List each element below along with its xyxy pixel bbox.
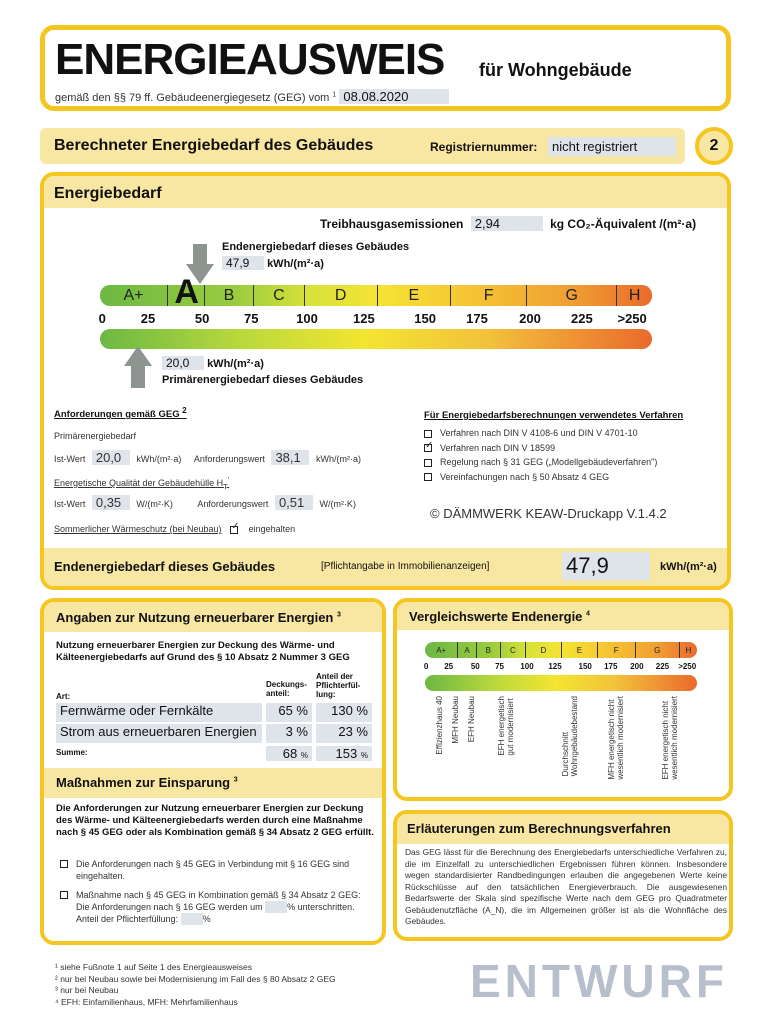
scale-tick: 0	[423, 662, 429, 671]
energy-gradient-bar	[100, 329, 652, 349]
class-segment-C: C	[501, 642, 526, 658]
method-item	[424, 455, 657, 470]
primary-demand-label: Primärenergiebedarf	[54, 431, 137, 441]
footnote: ² nur bei Neubau sowie bei Modernisierung im Fall des § 80 Absatz 2 GEG	[55, 973, 336, 984]
primary-energy-label: Primärenergiebedarf dieses Gebäudes	[162, 374, 364, 386]
ist2-label: Ist-Wert	[54, 499, 86, 509]
method-checkbox[interactable]	[424, 459, 432, 467]
method-checkbox[interactable]	[424, 430, 432, 438]
comparison-label: MFH energetisch nicht wesentlich modernisiert	[607, 696, 625, 780]
footnote: ⁴ EFH: Einfamilienhaus, MFH: Mehrfamilienhaus	[55, 996, 238, 1007]
ist2-unit: W/(m²·K)	[136, 499, 173, 509]
draft-watermark: ENTWURF	[470, 955, 728, 1007]
method-label: Verfahren nach DIN V 18599	[440, 442, 556, 453]
class-segment-E: E	[562, 642, 598, 658]
renewables-row	[56, 703, 376, 722]
comparison-label: Effizienzhaus 40	[435, 696, 444, 755]
document-title: ENERGIEAUSWEIS	[55, 35, 445, 84]
header-box	[40, 25, 731, 111]
comparison-label: MFH Neubau	[451, 696, 460, 744]
end-energy-summary	[44, 548, 727, 586]
req2-label: Anforderungswert	[197, 499, 269, 509]
req-label: Anforderungswert	[193, 454, 265, 464]
summary-label: Endenergiebedarf dieses Gebäudes	[54, 559, 276, 574]
primary-energy-unit: kWh/(m²·a)	[207, 358, 264, 370]
row-art: Strom aus erneuerbaren Energien	[56, 724, 262, 743]
class-segment-G: G	[636, 642, 680, 658]
class-segment-H: H	[685, 645, 692, 655]
method-label: Regelung nach § 31 GEG („Modellgebäudeverfahren")	[440, 457, 658, 467]
scale-tick: 225	[571, 311, 593, 326]
registration-field: nicht registriert	[548, 137, 676, 156]
comparison-label: Durchschnitt Wohngebäudebestand	[561, 696, 579, 777]
scale-tick: 25	[444, 662, 454, 671]
row-art: Fernwärme oder Fernkälte	[56, 703, 262, 722]
method-checkbox[interactable]	[424, 473, 432, 481]
comparison-label: EFH energetisch gut modernisiert	[497, 696, 515, 756]
method-label: Vereinfachungen nach § 50 Absatz 4 GEG	[440, 471, 610, 482]
req2-unit: W/(m²·K)	[319, 499, 356, 509]
document-subtitle: für Wohngebäude	[479, 60, 632, 80]
class-segment-H: H	[628, 286, 641, 304]
renewables-row	[56, 724, 376, 743]
class-segment-D: D	[305, 285, 378, 306]
class-segment-A: A	[458, 642, 476, 658]
scale-tick: 175	[466, 311, 488, 326]
envelope-label: Energetische Qualität der Gebäudehülle $H_T'$	[54, 475, 230, 491]
end-energy-field: 47,9	[222, 256, 264, 270]
page-number-badge: 2	[695, 127, 733, 165]
explanation-text: Das GEG lässt für die Berechnung des Energiebedarfs unterschiedliche Verfahren zu, die im Einzelfall zu unterschiedlichen Ergebnissen führen können. Insbesondere wegen standardisierter Randbedingungen erlauben die angegebenen Werte keine Rückschlüsse auf den tatsächlichen Energieverbrauch. Die ausgewiesenen Bedarfswerte der Skala sind spezifische Werte nach dem GEG pro Quadratmeter Gebäudenutzfläche (A_N), die im Allgemeinen größer ist als die Wohnfläche des Gebäudes.	[405, 847, 727, 926]
comparison-panel	[393, 598, 733, 801]
registration-label: Registriernummer:	[430, 140, 538, 154]
ist-value-field: 20,0	[92, 450, 130, 465]
scale-tick: 125	[548, 662, 562, 671]
ghg-label: Treibhausgasemissionen	[320, 217, 464, 231]
measures-title: Maßnahmen zur Einsparung $^3$	[44, 768, 382, 798]
class-segment-A+: A+	[100, 285, 168, 306]
class-segment-A+: A+	[425, 642, 458, 658]
date-field: 08.08.2020	[339, 89, 449, 104]
explanation-panel	[393, 810, 733, 941]
measures-intro: Die Anforderungen zur Nutzung erneuerbarer Energien zur Deckung des Wärme- und Kälteenergiebedarfs werden durch eine Maßnahme nach § 45 GEG oder als Kombination gemäß § 34 Absatz 2 GEG erfüllt.	[56, 803, 374, 838]
scale-tick: 100	[296, 311, 318, 326]
methods-list	[424, 426, 657, 484]
renewables-intro: Nutzung erneuerbarer Energien zur Deckung des Wärme- und Kälteenergiebedarfs auf Grund des § 10 Absatz 2 Nummer 3 GEG	[56, 640, 350, 663]
summer-protection-value: eingehalten	[248, 524, 296, 534]
measure-option-2-checkbox[interactable]	[60, 891, 68, 899]
renewables-title: Angaben zur Nutzung erneuerbarer Energien $^3$	[44, 602, 382, 632]
scale-tick: 50	[194, 311, 210, 326]
scale-tick: 200	[630, 662, 644, 671]
col-art: Art:	[56, 692, 71, 701]
scale-tick: 50	[470, 662, 480, 671]
requirements-title: Anforderungen gemäß GEG $^2$	[54, 406, 187, 421]
scale-tick: 100	[520, 662, 534, 671]
scale-tick: 150	[578, 662, 592, 671]
section-bar	[40, 128, 685, 164]
class-segment-E: E	[378, 285, 451, 306]
comparison-scale-ticks	[425, 662, 697, 674]
req-value-field: 38,1	[271, 450, 309, 465]
method-item	[424, 426, 657, 441]
method-item	[424, 470, 657, 485]
law-text: gemäß den §§ 79 ff. Gebäudeenergiegesetz (GEG) vom	[55, 92, 330, 104]
ghg-field: 2,94	[471, 216, 543, 231]
class-segment-F: F	[451, 285, 527, 306]
comparison-title: Vergleichswerte Endenergie $^4$	[397, 602, 729, 630]
summary-value-field: 47,9	[562, 552, 650, 580]
fulfilment-field	[181, 913, 203, 925]
comparison-label: EFH Neubau	[467, 696, 476, 743]
sum-fulfil-field: 153 %	[316, 746, 372, 761]
energy-scale-ticks	[100, 311, 652, 327]
scale-tick: 175	[604, 662, 618, 671]
energiebedarf-panel	[40, 172, 731, 590]
col-fulfil: Anteil der Pflichterfül-lung:	[316, 672, 361, 699]
scale-tick: 75	[244, 311, 259, 326]
footnote-mark: 1	[332, 91, 337, 99]
scale-tick: 125	[352, 311, 375, 326]
sum-share-field: 68 %	[266, 746, 312, 761]
summer-protection-label: Sommerlicher Wärmeschutz (bei Neubau)	[54, 524, 222, 534]
footnote: ³ nur bei Neubau	[55, 985, 119, 995]
scale-tick: 225	[655, 662, 670, 671]
primary-energy-field: 20,0	[162, 356, 204, 370]
ist-unit: kWh/(m²·a)	[136, 454, 182, 464]
renewables-panel: Angaben zur Nutzung erneuerbarer Energien $^3$ Nutzung erneuerbarer Energien zur Deckung des Wärme- und Kälteenergiebedarfs auf Grund des § 10 Absatz 2 Nummer 3 GEG Art: Deckungs-anteil: Anteil der Pflichterfül-lung: Fernwärme oder Fernkälte 65 % 130 % Strom aus erneuerbaren Energien 3 % 23 % Summe: 68 % 153 % Maßnahmen zur Einsparung $^3$ Die Anforderungen zur Nutzung erneuerbarer Energien zur Deckung des Wärme- und Kälteenergiebedarfs werden durch eine Maßnahme nach § 45 GEG oder als Kombination gemäß § 34 Absatz 2 GEG erfüllt. Die Anforderungen nach § 45 GEG in Verbindung mit § 16 GEG sind eingehalten. Maßnahme nach § 45 GEG in Kombination gemäß § 34 Absatz 2 GEG: Die Anforderungen nach § 16 GEG werden um % unterschritten. Anteil der Pflichterfüllung: %	[40, 598, 386, 945]
class-segment-B: B	[205, 285, 254, 306]
section-title: Berechneter Energiebedarf des Gebäudes	[54, 137, 374, 154]
comparison-label: EFH energetisch nicht wesentlich modernisiert	[661, 696, 679, 780]
current-class-marker: A	[174, 273, 199, 311]
ghg-unit: kg CO₂-Äquivalent /(m²·a)	[550, 217, 697, 231]
comparison-scale-bar	[425, 642, 697, 658]
summary-note: [Pflichtangabe in Immobilienanzeigen]	[321, 561, 490, 572]
summary-unit: kWh/(m²·a)	[660, 561, 717, 573]
explanation-title: Erläuterungen zum Berechnungsverfahren	[397, 814, 729, 844]
class-segment-G: G	[527, 285, 617, 306]
sum-label: Summe:	[56, 748, 88, 757]
scale-tick: 25	[140, 311, 156, 326]
renewables-table	[56, 703, 376, 745]
scale-tick: 200	[519, 311, 541, 326]
row-fulfil: 130 %	[316, 703, 372, 722]
footnote: ¹ siehe Fußnote 1 auf Seite 1 des Energieausweises	[55, 962, 253, 972]
scale-tick: >250	[617, 311, 647, 326]
class-segment-F: F	[598, 642, 636, 658]
primary-energy-arrow-icon	[124, 346, 152, 388]
scale-tick: >250	[678, 662, 697, 671]
method-item	[424, 441, 657, 456]
energiebedarf-title: Energiebedarf	[44, 176, 727, 208]
ist2-value-field: 0,35	[92, 495, 130, 510]
footnotes	[55, 962, 336, 1008]
measure-option-1-checkbox[interactable]	[60, 860, 68, 868]
req-unit: kWh/(m²·a)	[315, 454, 361, 464]
class-segment-B: B	[477, 642, 501, 658]
scale-tick: 0	[98, 311, 106, 326]
scale-tick: 150	[414, 311, 436, 326]
row-share: 3 %	[266, 724, 312, 743]
req2-value-field: 0,51	[275, 495, 313, 510]
methods-title: Für Energiebedarfsberechnungen verwendetes Verfahren	[424, 410, 684, 421]
class-segment-D: D	[526, 642, 562, 658]
col-share: Deckungs-anteil:	[266, 680, 307, 698]
ist-label: Ist-Wert	[54, 454, 86, 464]
method-checkbox[interactable]	[424, 444, 432, 452]
scale-tick: 75	[495, 662, 504, 671]
end-energy-unit: kWh/(m²·a)	[267, 258, 324, 270]
reduction-field	[265, 901, 287, 913]
measure-option-1-label: Die Anforderungen nach § 45 GEG in Verbindung mit § 16 GEG sind eingehalten.	[76, 859, 350, 881]
end-energy-label: Endenergiebedarf dieses Gebäudes	[222, 241, 410, 253]
row-fulfil: 23 %	[316, 724, 372, 743]
method-label: Verfahren nach DIN V 4108-6 und DIN V 4701-10	[440, 428, 638, 438]
row-share: 65 %	[266, 703, 312, 722]
copyright-watermark: © DÄMMWERK KEAW-Druckapp V.1.4.2	[430, 506, 667, 521]
class-segment-C: C	[254, 285, 305, 306]
measure-option-2-label: Maßnahme nach § 45 GEG in Kombination gemäß § 34 Absatz 2 GEG: Die Anforderungen nach § 16 GEG werden um	[76, 890, 361, 912]
comparison-gradient-bar	[425, 675, 697, 691]
summer-protection-checkbox[interactable]	[230, 526, 238, 534]
